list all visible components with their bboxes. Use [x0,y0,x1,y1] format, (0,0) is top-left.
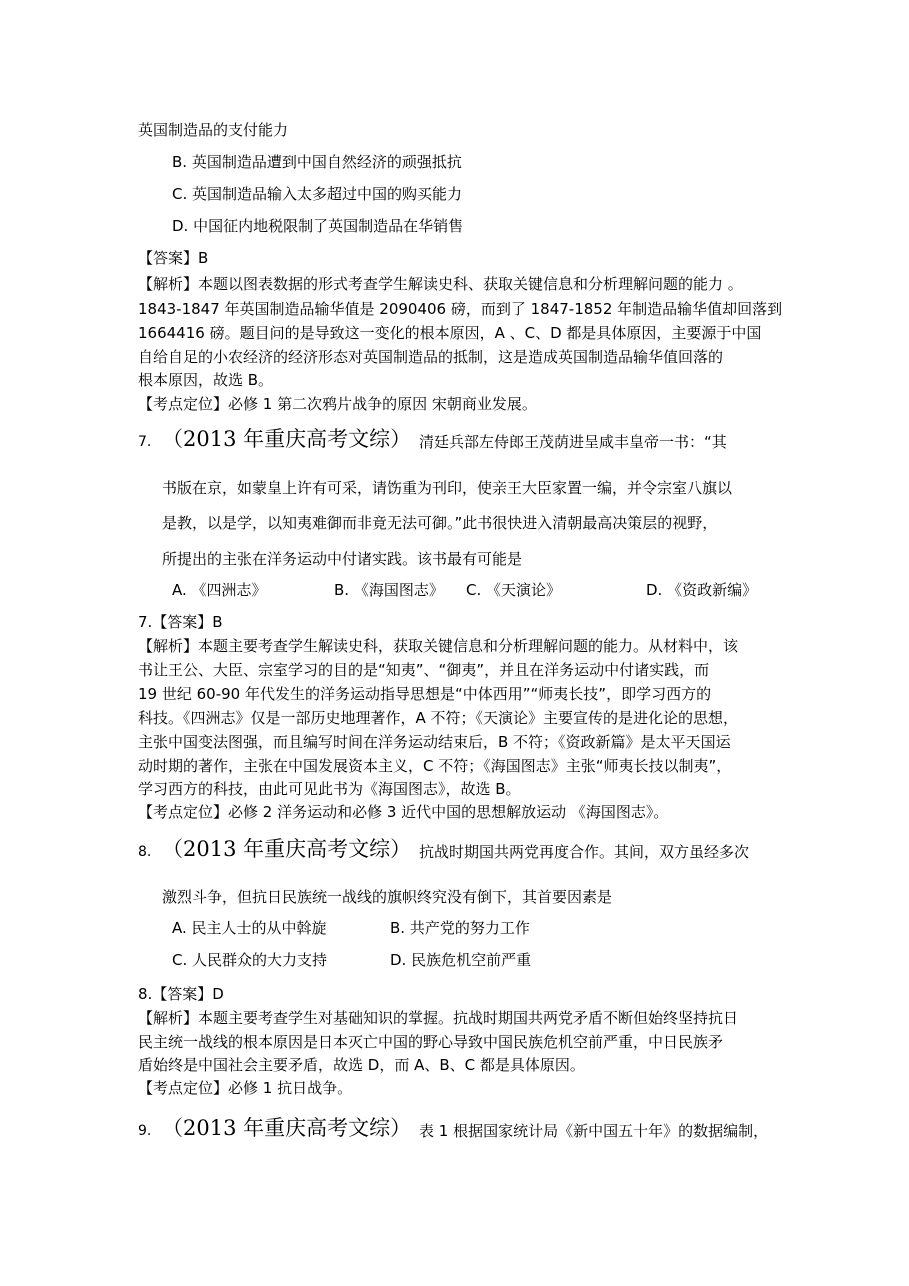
q8-analysis-line: 民主统一战线的根本原因是日本灭亡中国的野心导致中国民族危机空前严重，中日民族矛 [138,1033,724,1051]
q7-analysis-line: 科技。《四洲志》仅是一部历史地理著作，A 不符；《天演论》主要宣传的是进化论的思想， [138,709,739,727]
q7-option-b: B. 《海国图志》 [334,581,444,599]
q6-stem-tail: 英国制造品的支付能力 [138,121,289,139]
q7-stem-line: 清廷兵部左侍郎王茂荫进呈咸丰皇帝一书：“其 [419,433,727,451]
q6-option-c: C. 英国制造品输入太多超过中国的购买能力 [172,185,463,203]
q6-option-d: D. 中国征内地税限制了英国制造品在华销售 [172,217,464,235]
q6-analysis-line: 自给自足的小农经济的经济形态对英国制造品的抵制，这是造成英国制造品输华值回落的 [138,348,724,366]
q8-option-b: B. 共产党的努力工作 [390,919,530,937]
q7-stem-line: 所提出的主张在洋务运动中付诸实践。该书最有可能是 [162,550,523,568]
q8-source: （2013 年重庆高考文综） [162,837,412,861]
q8-option-c: C. 人民群众的大力支持 [172,951,328,969]
q8-knowledge-point: 【考点定位】必修 1 抗日战争。 [138,1079,353,1097]
q7-analysis-line: 【解析】本题主要考查学生解读史科，获取关键信息和分析理解问题的能力。从材料中，该 [138,637,739,655]
q8-number: 8. [138,844,152,860]
q7-number: 7. [138,434,152,450]
q6-option-b: B. 英国制造品遭到中国自然经济的顽强抵抗 [172,153,462,171]
q7-analysis-line: 主张中国变法图强，而且编写时间在洋务运动结束后，B 不符；《资政新篇》是太平天国运 [138,733,731,751]
q9-stem-line: 表 1 根据国家统计局《新中国五十年》的数据编制， [419,1122,769,1140]
q8-stem-line: 激烈斗争，但抗日民族统一战线的旗帜终究没有倒下，其首要因素是 [162,888,613,906]
q7-analysis-line: 动时期的著作，主张在中国发展资本主义，C 不符；《海国图志》主张“师夷长技以制夷”， [138,757,732,775]
q6-analysis-line: 根本原因，故选 B。 [138,371,274,389]
q7-stem-line: 书版在京，如蒙皇上许有可采，请饬重为刊印，使亲王大臣家置一编，并令宗室八旗以 [162,479,733,497]
q7-analysis-line: 19 世纪 60-90 年代发生的洋务运动指导思想是“中体西用”“师夷长技”，即学习西方的 [138,685,712,703]
q8-analysis-line: 【解析】本题主要考查学生对基础知识的掌握。抗战时期国共两党矛盾不断但始终坚持抗日 [138,1009,739,1027]
q7-analysis-line: 书让王公、大臣、宗室学习的目的是“知夷”、“御夷”，并且在洋务运动中付诸实践，而 [138,661,710,679]
q7-option-d: D. 《资政新编》 [646,581,758,599]
q6-analysis-line: 1843-1847 年英国制造品输华值是 2090406 磅，而到了 1847-1852 年制造品输华值却回落到 [138,300,783,318]
q8-option-d: D. 民族危机空前严重 [390,951,532,969]
q6-answer: 【答案】B [138,249,209,267]
q6-analysis-line: 1664416 磅。题目问的是导致这一变化的根本原因，A 、C、D 都是具体原因，主要源于中国 [138,324,762,342]
q8-analysis-line: 盾始终是中国社会主要矛盾，故选 D，而 A、B、C 都是具体原因。 [138,1056,585,1074]
q7-answer: 7.【答案】B [138,613,223,631]
q9-number: 9. [138,1123,152,1139]
q7-option-a: A. 《四洲志》 [172,581,267,599]
q7-option-c: C. 《天演论》 [466,581,562,599]
q7-knowledge-point: 【考点定位】必修 2 洋务运动和必修 3 近代中国的思想解放运动 《海国图志》。 [138,803,669,821]
q9-source: （2013 年重庆高考文综） [162,1116,412,1140]
q8-option-a: A. 民主人士的从中斡旋 [172,919,327,937]
q7-analysis-line: 学习西方的科技，由此可见此书为《海国图志》，故选 B。 [138,780,521,798]
q6-knowledge-point: 【考点定位】必修 1 第二次鸦片战争的原因 宋朝商业发展。 [138,395,537,413]
q6-analysis-line: 【解析】本题以图表数据的形式考查学生解读史科、获取关键信息和分析理解问题的能力 。 [138,275,743,293]
q8-answer: 8.【答案】D [138,985,224,1003]
q7-stem-line: 是教，以是学，以知夷难御而非竟无法可御。”此书很快进入清朝最高决策层的视野， [162,514,718,532]
q7-source: （2013 年重庆高考文综） [162,427,412,451]
q8-stem-line: 抗战时期国共两党再度合作。其间，双方虽经多次 [419,843,750,861]
